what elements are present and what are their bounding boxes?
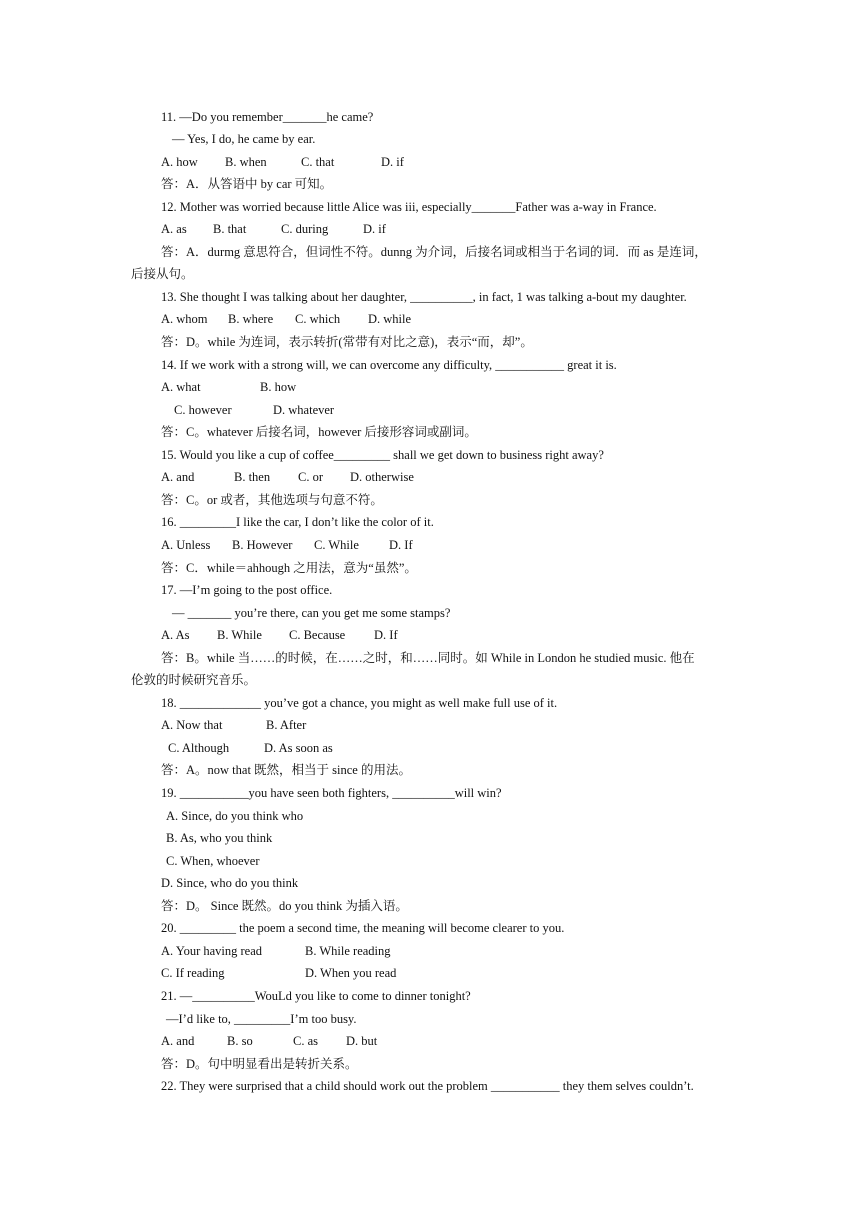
text-line: 11. —Do you remember_______he came? bbox=[161, 109, 374, 124]
option-b: B. While bbox=[217, 628, 262, 643]
option-c: C. Because bbox=[289, 628, 346, 643]
text-line: C. When, whoever bbox=[166, 853, 260, 868]
answer-line: 答：D。 Since 既然。do you think 为插入语。 bbox=[161, 898, 408, 913]
option-b: B. that bbox=[213, 222, 247, 237]
text-line: 后接从句。 bbox=[131, 267, 194, 282]
option-c: C. that bbox=[301, 154, 335, 169]
option-b: B. when bbox=[225, 154, 267, 169]
option-a: A. and bbox=[161, 470, 195, 485]
option-d: D. if bbox=[381, 154, 404, 169]
option-b: B. However bbox=[232, 537, 293, 552]
option-d: D. whatever bbox=[273, 402, 335, 417]
text-line: 21. —__________WouLd you like to come to dinner tonight? bbox=[161, 988, 471, 1003]
text-line: 16. _________I like the car, I don’t like the color of it. bbox=[161, 515, 434, 530]
option-a: A. how bbox=[161, 154, 198, 169]
option-d: D. if bbox=[363, 222, 386, 237]
option-d: D. As soon as bbox=[264, 740, 333, 755]
option-c: C. however bbox=[174, 402, 232, 417]
option-a: A. As bbox=[161, 628, 190, 643]
text-line: A. Since, do you think who bbox=[166, 808, 304, 823]
text-line: B. As, who you think bbox=[166, 831, 273, 846]
text-line: 伦敦的时候研究音乐。 bbox=[131, 673, 257, 688]
option-d: D. If bbox=[374, 628, 398, 643]
option-d: D. If bbox=[389, 537, 413, 552]
option-b: B. After bbox=[266, 718, 307, 733]
option-c: C. which bbox=[295, 312, 341, 327]
answer-line: 答：C。whatever 后接名词，however 后接形容词或副词。 bbox=[161, 425, 477, 440]
text-line: 19. ___________you have seen both fighters, __________will win? bbox=[161, 786, 502, 800]
answer-line: 答：A．从答语中 by car 可知。 bbox=[161, 177, 333, 192]
option-a: A. whom bbox=[161, 312, 208, 327]
option-a: A. Unless bbox=[161, 537, 211, 552]
option-a: A. as bbox=[161, 222, 187, 237]
text-line: — _______ you’re there, can you get me some stamps? bbox=[172, 605, 451, 620]
option-c: C. during bbox=[281, 222, 329, 237]
option-b: B. where bbox=[228, 312, 274, 327]
answer-line: 答：B。while 当……的时候，在……之时，和……同时。如 While in London he studied music. 他在 bbox=[161, 650, 695, 665]
answer-line: 答：C．while＝ahhough 之用法，意为“虽然”。 bbox=[161, 560, 417, 575]
option-b: B. While reading bbox=[305, 943, 391, 958]
text-line: 14. If we work with a strong will, we can overcome any difficulty, ___________ great it is. bbox=[161, 357, 617, 372]
option-d: D. When you read bbox=[305, 966, 397, 981]
text-line: 20. _________ the poem a second time, the meaning will become clearer to you. bbox=[161, 921, 565, 936]
option-a: A. and bbox=[161, 1034, 195, 1049]
option-a: A. what bbox=[161, 380, 201, 395]
option-b: B. so bbox=[227, 1034, 253, 1049]
answer-line: 答：A。now that 既然，相当于 since 的用法。 bbox=[161, 763, 411, 778]
option-b: B. how bbox=[260, 380, 297, 395]
text-line: 18. _____________ you’ve got a chance, you might as well make full use of it. bbox=[161, 695, 558, 710]
answer-line: 答：C。or 或者，其他选项与句意不符。 bbox=[161, 492, 383, 507]
text-line: D. Since, who do you think bbox=[161, 876, 299, 891]
text-line: 12. Mother was worried because little Alice was iii, especially_______Father was a-way in France. bbox=[161, 199, 657, 214]
option-d: D. while bbox=[368, 312, 412, 327]
option-c: C. Although bbox=[168, 740, 230, 755]
text-line: —I’d like to, _________I’m too busy. bbox=[166, 1011, 357, 1026]
option-c: C. or bbox=[298, 470, 323, 485]
answer-line: 答：A．durmg 意思符合，但词性不符。dunng 为介词，后接名词或相当于名词的词．而 as 是连词， bbox=[161, 244, 707, 259]
text-line: 22. They were surprised that a child should work out the problem ___________ they them selves couldn’t. bbox=[161, 1079, 694, 1094]
option-b: B. then bbox=[234, 470, 271, 485]
option-c: C. If reading bbox=[161, 966, 225, 981]
option-c: C. as bbox=[293, 1034, 318, 1049]
text-line: 13. She thought I was talking about her daughter, __________, in fact, 1 was talking a-bout my daughter. bbox=[161, 289, 687, 304]
text-line: — Yes, I do, he came by ear. bbox=[172, 132, 316, 147]
answer-line: 答：D。句中明显看出是转折关系。 bbox=[161, 1056, 358, 1071]
option-c: C. While bbox=[314, 537, 359, 552]
option-a: A. Now that bbox=[161, 718, 223, 733]
option-a: A. Your having read bbox=[161, 943, 263, 958]
option-d: D. but bbox=[346, 1034, 378, 1049]
answer-line: 答：D。while 为连词，表示转折(常带有对比之意)，表示“而，却”。 bbox=[161, 335, 533, 349]
option-d: D. otherwise bbox=[350, 470, 414, 485]
text-line: 15. Would you like a cup of coffee_________ shall we get down to business right away? bbox=[161, 447, 604, 462]
text-line: 17. —I’m going to the post office. bbox=[161, 583, 333, 598]
